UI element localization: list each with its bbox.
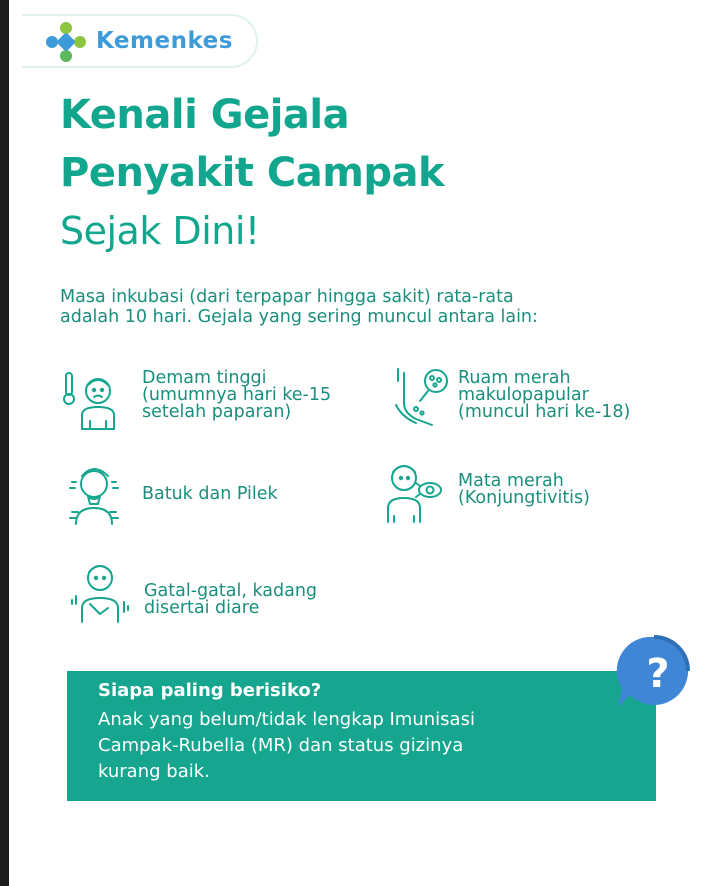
title-line-2: Penyakit Campak [60, 150, 445, 196]
fever-thermometer-icon [62, 367, 122, 431]
title-line-1: Kenali Gejala [60, 92, 350, 138]
question-bubble-icon [612, 631, 696, 715]
intro-line-2: adalah 10 hari. Gejala yang sering muncul antara lain: [60, 307, 538, 327]
symptom-red-eye-label: Mata merah (Konjungtivitis) [458, 471, 590, 508]
risk-title: Siapa paling berisiko? [98, 680, 322, 701]
risk-info-box [67, 671, 656, 801]
page-title [60, 86, 444, 260]
symptom-cough-label: Batuk dan Pilek [142, 484, 278, 504]
risk-description: Anak yang belum/tidak lengkap Imunisasi Campak-Rubella (MR) dan status gizinya kurang baik. [98, 709, 475, 782]
brand-name: Kemenkes [96, 28, 233, 54]
question-mark: ? [646, 651, 670, 697]
intro-paragraph [60, 287, 650, 327]
red-eye-icon [384, 460, 444, 524]
intro-line-1: Masa inkubasi (dari terpapar hingga sakit) rata-rata [60, 287, 514, 307]
skin-rash-icon [392, 365, 452, 429]
symptom-fever-label: Demam tinggi (umumnya hari ke-15 setelah paparan) [142, 368, 332, 422]
left-edge-strip [0, 0, 9, 886]
kemenkes-logo-icon [44, 20, 88, 64]
symptom-itching-label: Gatal-gatal, kadang disertai diare [144, 581, 318, 618]
itching-icon [70, 560, 130, 624]
title-line-3: Sejak Dini! [60, 209, 260, 253]
symptom-rash-label: Ruam merah makulopapular (muncul hari ke-18) [458, 368, 631, 422]
cough-cold-icon [66, 462, 126, 526]
